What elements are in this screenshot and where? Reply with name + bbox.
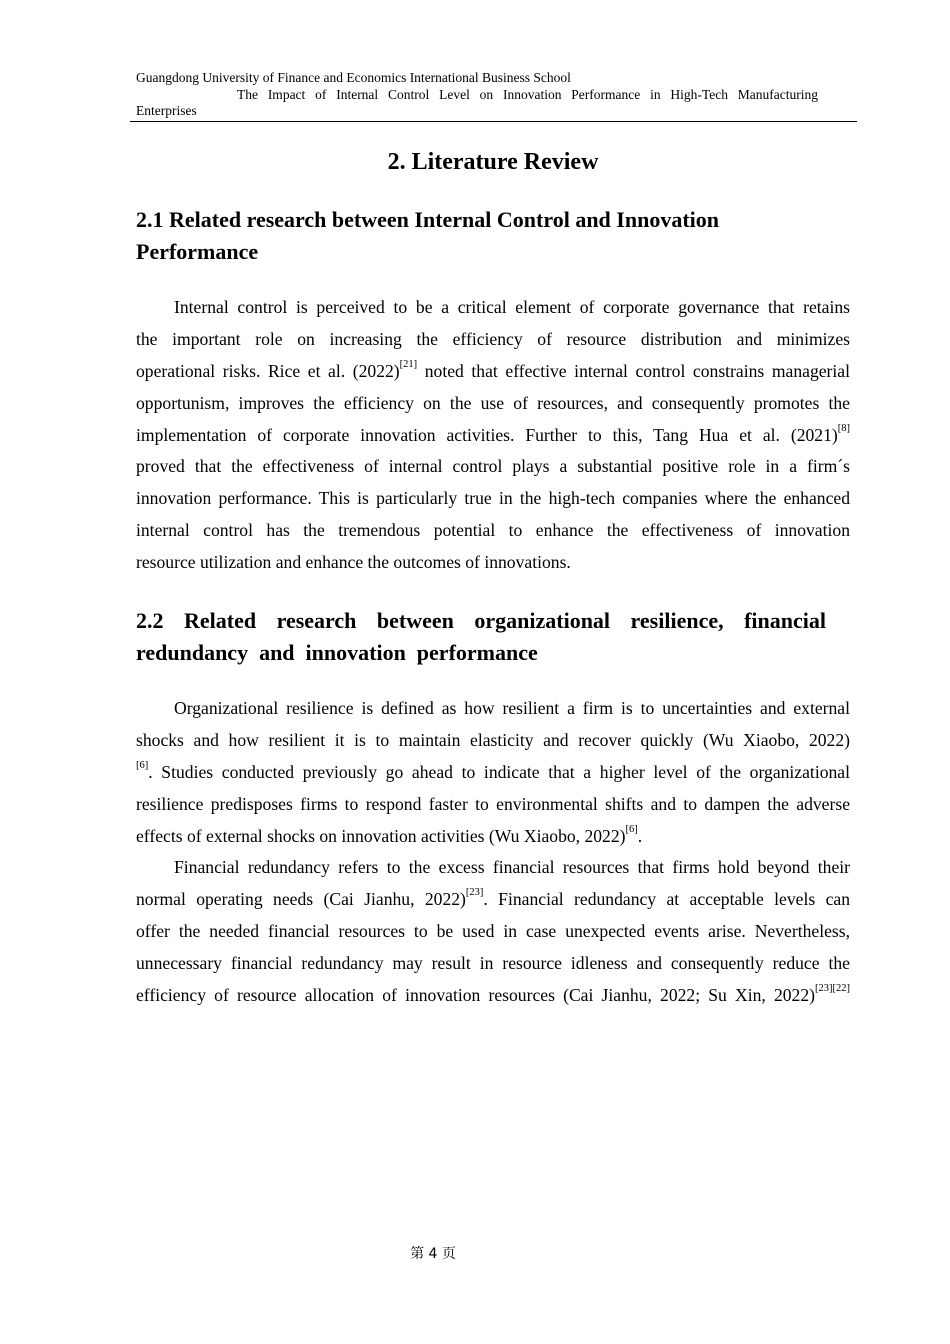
citation-6: [6] (136, 759, 149, 771)
chapter-title: 2. Literature Review (387, 149, 599, 175)
section-2-2-heading (136, 605, 826, 668)
section-2-1-heading-line2: Performance (136, 238, 259, 264)
page-number: 第 4 页 (410, 1246, 456, 1262)
text-line: effects of external shocks on innovation activities (Wu Xiaobo, 2022)[6]. (136, 823, 643, 846)
section-2-2-paragraphs (136, 693, 850, 1012)
text-line: proved that the effectiveness of internal control plays a substantial positive role in a firm´s (136, 456, 850, 477)
text-line: normal operating needs (Cai Jianhu, 2022)[23]. Financial redundancy at acceptable levels can (136, 887, 850, 910)
citation-21: [21] (399, 358, 418, 370)
text-line: opportunism, improves the efficiency on the use of resources, and consequently promotes the (136, 392, 850, 413)
text-line: implementation of corporate innovation activities. Further to this, Tang Hua et al. (2021)[8] (136, 422, 850, 445)
citation-23: [23] (465, 887, 484, 899)
page-header (130, 70, 857, 122)
section-2-1-heading-line1: 2.1 Related research between Internal Control and Innovation (136, 207, 719, 232)
text-line: unnecessary financial redundancy may result in resource idleness and consequently reduce the (136, 953, 850, 974)
citation-6: [6] (625, 823, 638, 835)
section-2-2-heading-line2: redundancy and innovation performance (136, 639, 538, 665)
section-2-1-paragraph (136, 292, 850, 579)
text-line: operational risks. Rice et al. (2022)[21] noted that effective internal control constrains managerial (136, 358, 850, 381)
text-line: resource utilization and enhance the outcomes of innovations. (136, 552, 571, 573)
text-line: [6]. Studies conducted previously go ahead to indicate that a higher level of the organizational (136, 759, 850, 782)
header-school-name: Guangdong University of Finance and Economics International Business School (136, 70, 571, 85)
text-line: resilience predisposes firms to respond faster to environmental shifts and to dampen the adverse (136, 793, 850, 814)
citation-8: [8] (837, 422, 850, 434)
text-line: innovation performance. This is particularly true in the high-tech companies where the enhanced (136, 488, 850, 509)
text-line: internal control has the tremendous potential to enhance the effectiveness of innovation (136, 520, 850, 541)
text-line: Financial redundancy refers to the excess financial resources that firms hold beyond their (174, 857, 850, 878)
header-thesis-title: The Impact of Internal Control Level on Innovation Performance in High-Tech Manufacturing (237, 86, 818, 102)
text-line: offer the needed financial resources to be used in case unexpected events arise. Nevertheless, (136, 921, 850, 942)
header-thesis-title-continued: Enterprises (136, 103, 197, 118)
text-line: shocks and how resilient it is to maintain elasticity and recover quickly (Wu Xiaobo, 2022) (136, 729, 850, 750)
citation-23-22: [23][22] (815, 983, 850, 995)
text-line: efficiency of resource allocation of innovation resources (Cai Jianhu, 2022; Su Xin, 2022)[23][22] (136, 983, 850, 1006)
text-line: the important role on increasing the efficiency of resource distribution and minimizes (136, 328, 850, 349)
text-line: Organizational resilience is defined as how resilient a firm is to uncertainties and external (174, 698, 850, 718)
section-2-2-heading-line1: 2.2 Related research between organizational resilience, financial (136, 608, 826, 633)
text-line: Internal control is perceived to be a critical element of corporate governance that retains (174, 297, 850, 317)
section-2-1-heading (136, 204, 826, 267)
